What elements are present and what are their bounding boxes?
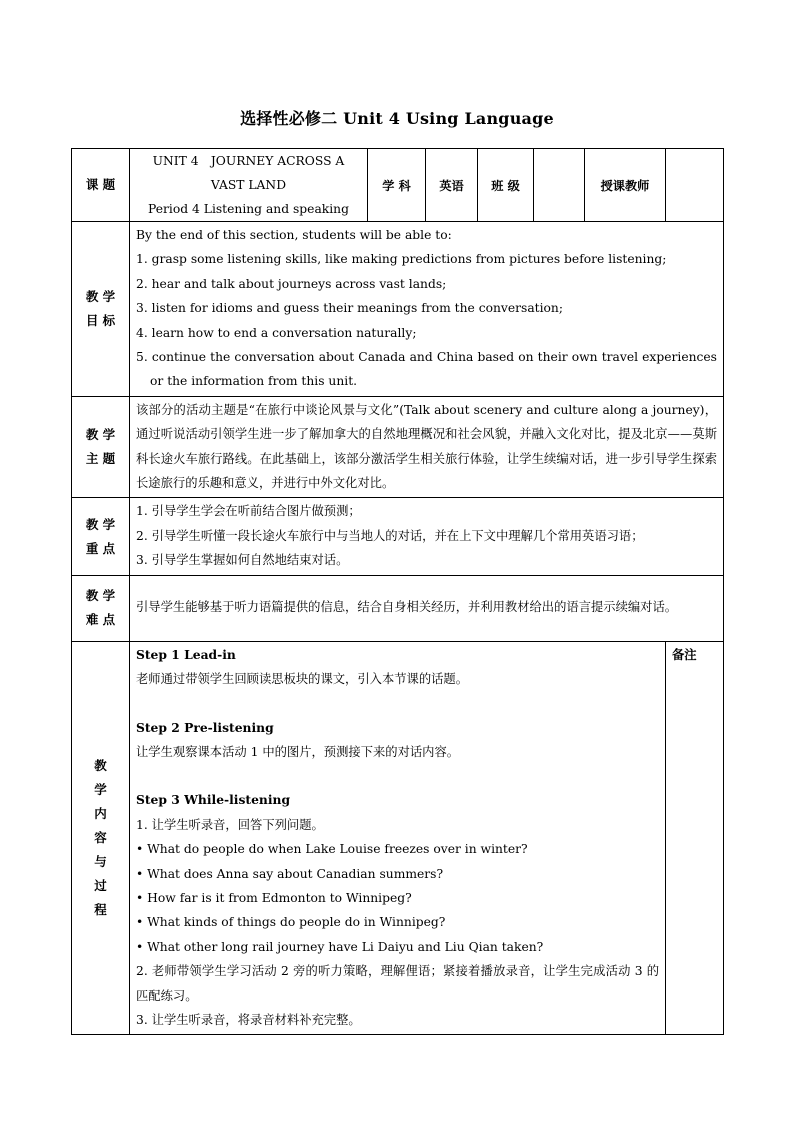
course-label: 课 题	[72, 149, 130, 222]
teacher-label: 授课教师	[585, 149, 666, 222]
course-line-1: UNIT 4 JOURNEY ACROSS A	[152, 154, 345, 168]
objectives-content	[130, 222, 724, 397]
key-points-label: 教 学 重 点	[72, 498, 130, 575]
step3-intro: 1. 让学生听录音，回答下列问题。	[136, 817, 324, 832]
class-label: 班 级	[478, 149, 534, 222]
process-row	[72, 641, 724, 1035]
objective-item: 2. hear and talk about journeys across vast lands;	[136, 276, 447, 291]
key-point-item: 3. 引导学生掌握如何自然地结束对话。	[136, 553, 349, 568]
objective-item: 1. grasp some listening skills, like making predictions from pictures before listening;	[136, 252, 667, 267]
theme-text: 该部分的活动主题是“在旅行中谈论风景与文化”(Talk about scenery and culture along a journey)，通过听说活动引领学生进一步了解加拿大的自然地理概况和社会风貌，并融入文化对比，提及北京——莫斯科长途火车旅行路线。在此基础上，该部分激活学生相关旅行体验，让学生续编对话，进一步引导学生探索长途旅行的乐趣和意义，并进行中外文化对比。	[136, 402, 717, 491]
key-points-content	[130, 498, 724, 575]
theme-content	[130, 396, 724, 498]
notes-label: 备注	[672, 646, 697, 662]
question-item: • What kinds of things do people do in Winnipeg?	[136, 915, 446, 930]
course-line-2: VAST LAND	[210, 178, 287, 192]
page-title: 选择性必修二 Unit 4 Using Language	[240, 109, 554, 128]
step3-title: Step 3 While-listening	[136, 792, 291, 808]
step3-item-2: 2. 老师带领学生学习活动 2 旁的听力策略，理解俚语；紧接着播放录音，让学生完成活动 3 的匹配练习。	[136, 964, 659, 1003]
difficulties-content	[130, 575, 724, 641]
subject-value: 英语	[426, 149, 478, 222]
objectives-intro: By the end of this section, students will be able to:	[136, 228, 452, 242]
objective-item: 3. listen for idioms and guess their meanings from the conversation;	[136, 301, 563, 316]
objective-item: 5. continue the conversation about Canada and China based on their own travel experiences or the information from this unit.	[136, 350, 717, 389]
question-item: • What do people do when Lake Louise freezes over in winter?	[136, 842, 528, 857]
course-title	[130, 149, 368, 222]
class-value[interactable]	[534, 149, 585, 222]
lesson-plan-table	[71, 148, 724, 1035]
step3-item-3: 3. 让学生听录音，将录音材料补充完整。	[136, 1012, 361, 1027]
step2-text: 让学生观察课本活动 1 中的图片，预测接下来的对话内容。	[136, 744, 460, 759]
question-item: • What other long rail journey have Li Daiyu and Liu Qian taken?	[136, 939, 544, 954]
objectives-label: 教 学 目 标	[72, 222, 130, 397]
step1-text: 老师通过带领学生回顾读思板块的课文，引入本节课的话题。	[136, 672, 469, 687]
theme-label: 教 学 主 题	[72, 396, 130, 498]
step1-title: Step 1 Lead-in	[136, 646, 236, 662]
key-point-item: 2. 引导学生听懂一段长途火车旅行中与当地人的对话，并在上下文中理解几个常用英语习语；	[136, 528, 644, 543]
difficulties-row	[72, 575, 724, 641]
theme-row	[72, 396, 724, 498]
process-content	[130, 641, 666, 1035]
key-point-item: 1. 引导学生学会在听前结合图片做预测；	[136, 504, 361, 519]
teacher-value[interactable]	[666, 149, 724, 222]
question-item: • What does Anna say about Canadian summers?	[136, 866, 444, 881]
subject-label: 学 科	[368, 149, 426, 222]
process-label: 教 学 内 容 与 过 程	[72, 641, 130, 1035]
objective-item: 4. learn how to end a conversation naturally;	[136, 325, 417, 340]
notes-column	[666, 641, 724, 1035]
objectives-row	[72, 222, 724, 397]
step2-title: Step 2 Pre-listening	[136, 719, 274, 735]
key-points-row	[72, 498, 724, 575]
header-row	[72, 149, 724, 222]
difficulties-text: 引导学生能够基于听力语篇提供的信息，结合自身相关经历，并利用教材给出的语言提示续编对话。	[136, 600, 678, 615]
difficulties-label: 教 学 难 点	[72, 575, 130, 641]
course-line-3: Period 4 Listening and speaking	[148, 202, 349, 216]
question-item: • How far is it from Edmonton to Winnipeg?	[136, 890, 412, 905]
